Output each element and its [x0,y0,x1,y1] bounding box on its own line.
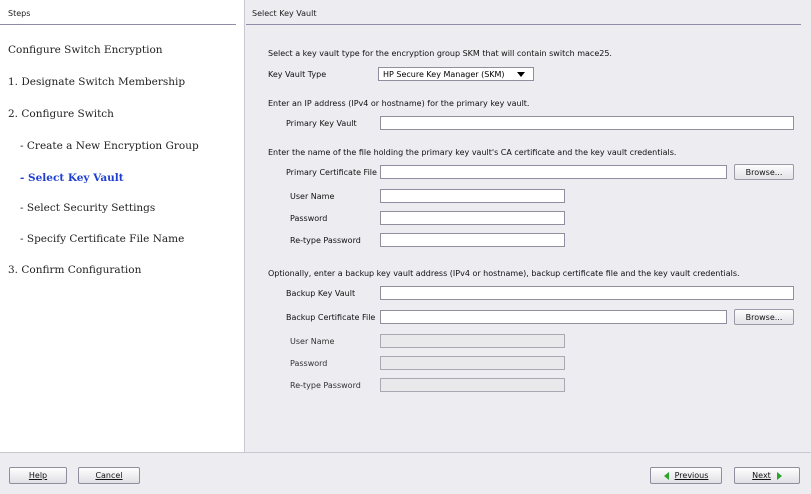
primary-password-label: Password [290,214,328,223]
backup-instruction: Optionally, enter a backup key vault address (IPv4 or hostname), backup certificate file and the key vault credentials. [268,269,740,278]
backup-browse-button[interactable]: Browse... [734,309,794,325]
primary-cert-label: Primary Certificate File [286,168,377,177]
backup-retype-password-input [380,378,565,392]
step-select-security-settings: - Select Security Settings [20,202,156,214]
help-button-label: Help [28,471,48,480]
step-designate-switch-membership: 1. Designate Switch Membership [8,76,186,88]
step-specify-certificate-file-name: - Specify Certificate File Name [20,233,185,245]
key-vault-type-select[interactable] [378,67,534,81]
primary-cert-instruction: Enter the name of the file holding the primary key vault's CA certificate and the key vault credentials. [268,148,677,157]
next-button[interactable] [734,467,800,484]
arrow-left-icon [664,472,669,480]
step-configure-switch-encryption: Configure Switch Encryption [8,44,163,56]
backup-key-vault-input[interactable] [380,286,794,300]
primary-key-vault-input[interactable] [380,116,794,130]
cancel-button[interactable] [78,467,140,484]
panel-title: Select Key Vault [246,0,801,25]
help-button[interactable] [9,467,67,484]
backup-cert-input[interactable] [380,310,727,324]
step-confirm-configuration: 3. Confirm Configuration [8,264,142,276]
previous-button-label: Previous [674,471,709,480]
primary-retype-password-label: Re-type Password [290,236,361,245]
steps-header: Steps [0,0,236,25]
primary-browse-button[interactable]: Browse... [734,164,794,180]
primary-key-vault-label: Primary Key Vault [286,119,357,128]
intro-text: Select a key vault type for the encryption group SKM that will contain switch mace25. [268,49,612,58]
primary-password-input[interactable] [380,211,565,225]
key-vault-type-value: HP Secure Key Manager (SKM) [383,69,505,79]
backup-password-input [380,356,565,370]
key-vault-type-label: Key Vault Type [268,70,327,79]
step-select-key-vault: - Select Key Vault [20,172,124,184]
next-button-label: Next [752,471,771,480]
backup-cert-label: Backup Certificate File [286,313,376,322]
arrow-right-icon [777,472,782,480]
step-configure-switch: 2. Configure Switch [8,108,114,120]
primary-user-name-input[interactable] [380,189,565,203]
wizard-footer [0,452,811,494]
backup-password-label: Password [290,359,328,368]
backup-user-name-label: User Name [290,337,335,346]
select-key-vault-panel [246,0,811,452]
backup-key-vault-label: Backup Key Vault [286,289,356,298]
primary-user-name-label: User Name [290,192,335,201]
primary-cert-input[interactable] [380,165,727,179]
cancel-button-label: Cancel [95,471,123,480]
backup-retype-password-label: Re-type Password [290,381,361,390]
step-create-encryption-group: - Create a New Encryption Group [20,140,199,152]
primary-ip-instruction: Enter an IP address (IPv4 or hostname) for the primary key vault. [268,99,530,108]
primary-retype-password-input[interactable] [380,233,565,247]
backup-user-name-input [380,334,565,348]
chevron-down-icon [517,72,525,77]
previous-button[interactable] [650,467,722,484]
steps-panel [0,0,245,452]
